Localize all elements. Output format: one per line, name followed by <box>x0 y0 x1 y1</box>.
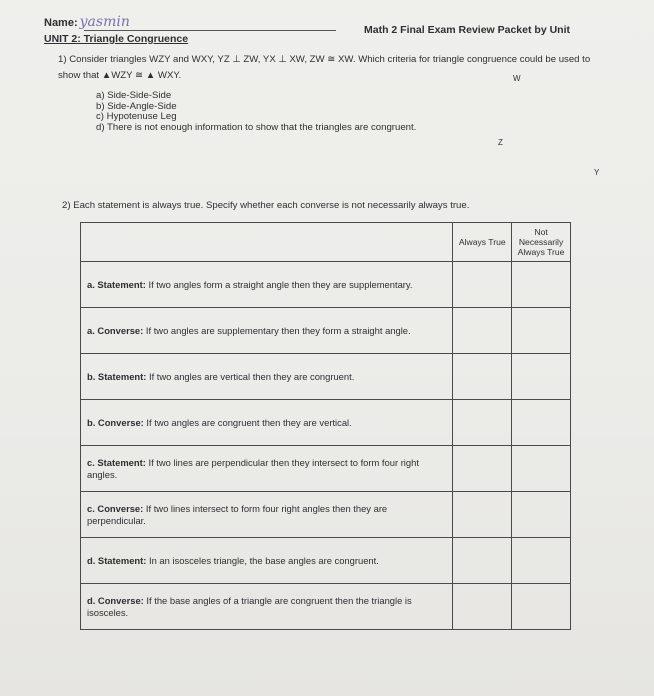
converse-table <box>80 222 571 630</box>
header-always-true: Always True <box>453 223 512 262</box>
choice-b[interactable]: b) Side-Angle-Side <box>96 100 177 112</box>
answer-cell-not[interactable] <box>512 354 571 400</box>
answer-cell-always[interactable] <box>453 492 512 538</box>
diagram-label-w: W <box>513 74 521 83</box>
row-label: d. Statement: <box>87 554 147 566</box>
answer-cell-always[interactable] <box>453 538 512 584</box>
table-row-b-statement <box>81 354 453 400</box>
row-text: If two angles are supplementary then they form a straight angle. <box>143 324 411 336</box>
answer-cell-not[interactable] <box>512 538 571 584</box>
row-label: c. Statement: <box>87 456 146 468</box>
answer-cell-not[interactable] <box>512 262 571 308</box>
question-1-text: 1) Consider triangles WZY and WXY, YZ ⊥ ZW, YX ⊥ XW, ZW ≅ XW. Which criteria for triangle congruence could be used to show that ▲WZY ≅ ▲ WXY. <box>58 54 591 81</box>
choice-d[interactable]: d) There is not enough information to show that the triangles are congruent. <box>96 121 417 133</box>
row-label: b. Statement: <box>87 370 147 382</box>
row-text: If two angles form a straight angle then they are supplementary. <box>145 278 413 290</box>
answer-cell-always[interactable] <box>453 354 512 400</box>
answer-cell-always[interactable] <box>453 584 512 630</box>
choice-a[interactable]: a) Side-Side-Side <box>96 90 172 101</box>
answer-cell-not[interactable] <box>512 446 571 492</box>
row-label: a. Converse: <box>87 324 144 336</box>
packet-title: Math 2 Final Exam Review Packet by Unit <box>364 24 570 36</box>
table-header-blank <box>81 223 453 262</box>
row-label: b. Converse: <box>87 416 144 428</box>
answer-cell-always[interactable] <box>453 446 512 492</box>
question-1-choices <box>96 91 416 133</box>
answer-cell-not[interactable] <box>512 584 571 630</box>
table-row-d-statement <box>81 538 453 584</box>
name-label: Name: <box>44 17 78 29</box>
diagram-label-z: Z <box>498 138 503 147</box>
student-name: yasmin <box>79 14 130 30</box>
header-not-necessarily: Not Necessarily Always True <box>512 223 571 262</box>
table-row-b-converse <box>81 400 453 446</box>
answer-cell-not[interactable] <box>512 308 571 354</box>
table-row-d-converse <box>81 584 453 630</box>
row-label: a. Statement: <box>87 278 146 290</box>
row-text: If two angles are congruent then they are vertical. <box>143 416 352 428</box>
choice-c[interactable]: c) Hypotenuse Leg <box>96 111 177 122</box>
answer-cell-not[interactable] <box>512 400 571 446</box>
row-label: d. Converse: <box>87 594 144 606</box>
row-text: In an isosceles triangle, the base angles are congruent. <box>146 554 379 566</box>
table-row-c-statement <box>81 446 453 492</box>
unit-title: UNIT 2: Triangle Congruence <box>44 33 189 45</box>
row-text: If two lines intersect to form four right angles then they are perpendicular. <box>87 502 388 526</box>
answer-cell-not[interactable] <box>512 492 571 538</box>
table-row-a-statement <box>81 262 453 308</box>
question-2-text: 2) Each statement is always true. Specify whether each converse is not necessarily always true. <box>62 200 470 211</box>
row-text: If the base angles of a triangle are congruent then the triangle is isosceles. <box>87 594 412 618</box>
row-text: If two lines are perpendicular then they intersect to form four right angles. <box>87 456 419 480</box>
diagram-label-y: Y <box>594 168 600 177</box>
answer-cell-always[interactable] <box>453 262 512 308</box>
answer-cell-always[interactable] <box>453 400 512 446</box>
name-field <box>44 14 130 30</box>
answer-cell-always[interactable] <box>453 308 512 354</box>
row-label: c. Converse: <box>87 502 144 514</box>
row-text: If two angles are vertical then they are congruent. <box>146 370 355 382</box>
table-row-a-converse <box>81 308 453 354</box>
table-row-c-converse <box>81 492 453 538</box>
name-underline <box>84 30 336 31</box>
